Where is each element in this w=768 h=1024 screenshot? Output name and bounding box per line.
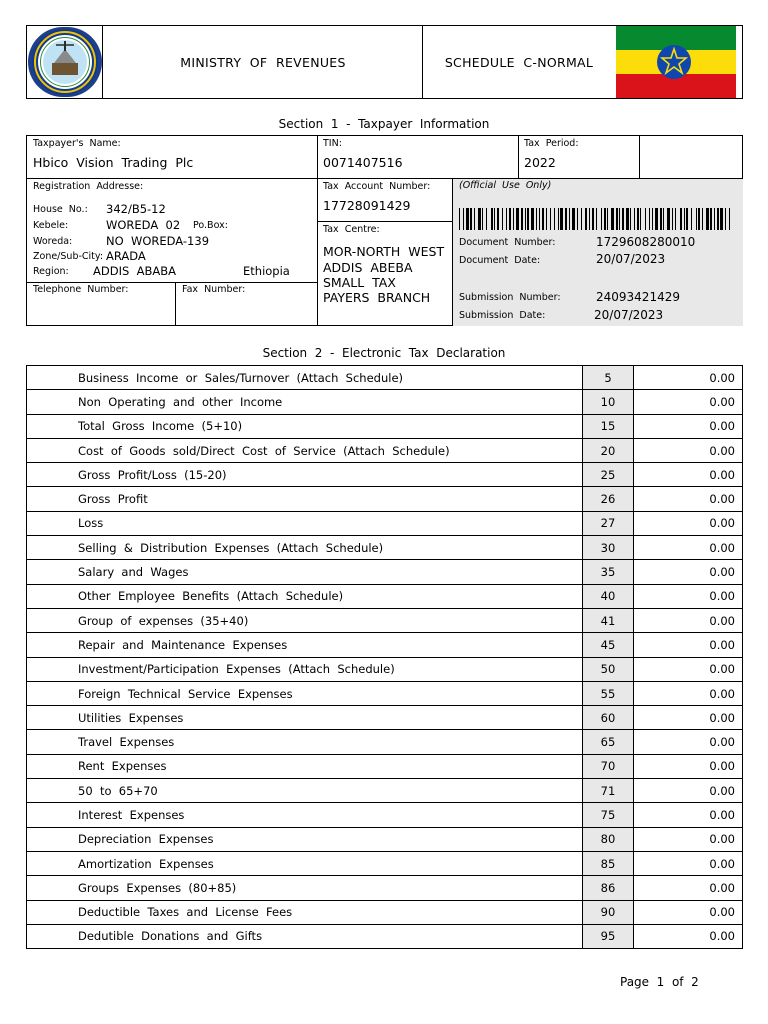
pobox-label: Po.Box:: [193, 220, 228, 231]
barcode-bar: [513, 208, 514, 230]
tax-period-label: Tax Period:: [524, 138, 579, 149]
row-code: 90: [583, 900, 634, 924]
table-row: [27, 584, 743, 608]
taxpayer-name: Hbico Vision Trading Plc: [33, 155, 194, 170]
kebele-value: WOREDA 02: [106, 218, 181, 232]
barcode-bar: [486, 208, 487, 230]
page-number: Page 1 of 2: [620, 975, 699, 989]
woreda-label: Woreda:: [33, 236, 73, 247]
taxpayer-name-label: Taxpayer's Name:: [33, 138, 121, 149]
barcode-bar: [539, 208, 540, 230]
barcode-bar: [667, 208, 670, 230]
barcode-bar: [497, 208, 499, 230]
barcode-bar: [509, 208, 511, 230]
table-row: [27, 706, 743, 730]
barcode-bar: [459, 208, 460, 230]
table-row: [27, 779, 743, 803]
tax-account-label: Tax Account Number:: [323, 181, 431, 192]
row-amount: 0.00: [634, 560, 743, 584]
barcode-bar: [577, 208, 578, 230]
row-amount: 0.00: [634, 536, 743, 560]
row-code: 5: [583, 366, 634, 390]
barcode-bar: [626, 208, 629, 230]
header-box: [26, 25, 743, 99]
region-label: Region:: [33, 266, 69, 277]
barcode-bar: [592, 208, 594, 230]
barcode-bar: [655, 208, 658, 230]
row-amount: 0.00: [634, 438, 743, 462]
table-row: [27, 803, 743, 827]
row-amount: 0.00: [634, 754, 743, 778]
tax-centre-line-3: SMALL TAX: [323, 275, 396, 290]
barcode-bar: [702, 208, 703, 230]
barcode-bar: [581, 208, 582, 230]
barcode-bar: [729, 208, 730, 230]
zone-label: Zone/Sub-City:: [33, 251, 104, 262]
table-row: [27, 560, 743, 584]
barcode-bar: [698, 208, 700, 230]
row-description: Rent Expenses: [27, 754, 583, 778]
barcode-bar: [525, 208, 526, 230]
barcode-bar: [589, 208, 590, 230]
row-code: 60: [583, 706, 634, 730]
row-amount: 0.00: [634, 851, 743, 875]
barcode-bar: [521, 208, 523, 230]
submission-number-label: Submission Number:: [459, 292, 561, 303]
row-code: 20: [583, 438, 634, 462]
tax-centre-line-1: MOR-NORTH WEST: [323, 244, 445, 259]
row-amount: 0.00: [634, 366, 743, 390]
row-description: Total Gross Income (5+10): [27, 414, 583, 438]
barcode-bar: [686, 208, 688, 230]
row-amount: 0.00: [634, 463, 743, 487]
barcode-bar: [616, 208, 618, 230]
row-amount: 0.00: [634, 706, 743, 730]
declaration-table: [26, 365, 743, 949]
submission-date-value: 20/07/2023: [594, 308, 664, 322]
barcode-bar: [710, 208, 712, 230]
row-description: Dedutible Donations and Gifts: [27, 924, 583, 948]
tax-account-value: 17728091429: [323, 198, 411, 213]
row-description: Amortization Expenses: [27, 851, 583, 875]
barcode-bar: [494, 208, 495, 230]
row-code: 80: [583, 827, 634, 851]
row-description: Group of expenses (35+40): [27, 608, 583, 632]
barcode-bar: [720, 208, 723, 230]
official-use-label: (Official Use Only): [459, 180, 552, 191]
barcode-bar: [675, 208, 676, 230]
barcode-bar: [550, 208, 551, 230]
table-row: [27, 390, 743, 414]
section1-title: Section 1 - Taxpayer Information: [278, 117, 490, 131]
submission-number-value: 24093421429: [596, 290, 680, 304]
tin-label: TIN:: [323, 138, 342, 149]
barcode-bar: [717, 208, 719, 230]
barcode-bar: [660, 208, 662, 230]
barcode-bar: [531, 208, 534, 230]
table-row: [27, 463, 743, 487]
barcode-bar: [466, 208, 469, 230]
row-description: Depreciation Expenses: [27, 827, 583, 851]
barcode-bar: [546, 208, 547, 230]
barcode-bar: [714, 208, 715, 230]
row-description: Foreign Technical Service Expenses: [27, 681, 583, 705]
table-row: [27, 608, 743, 632]
ministry-logo: [28, 27, 102, 97]
barcode-bar: [554, 208, 555, 230]
table-row: [27, 876, 743, 900]
row-description: 50 to 65+70: [27, 779, 583, 803]
barcode-bar: [696, 208, 697, 230]
row-description: Gross Profit: [27, 487, 583, 511]
table-row: [27, 487, 743, 511]
barcode-bar: [560, 208, 563, 230]
barcode: [459, 208, 731, 230]
row-code: 71: [583, 779, 634, 803]
table-row: [27, 924, 743, 948]
row-amount: 0.00: [634, 584, 743, 608]
barcode-bar: [649, 208, 650, 230]
tax-centre-line-2: ADDIS ABEBA: [323, 260, 413, 275]
schedule-name: SCHEDULE C-NORMAL: [444, 55, 594, 70]
barcode-bar: [645, 208, 646, 230]
barcode-bar: [634, 208, 635, 230]
barcode-bar: [491, 208, 493, 230]
barcode-bar: [652, 208, 653, 230]
row-description: Deductible Taxes and License Fees: [27, 900, 583, 924]
barcode-bar: [502, 208, 503, 230]
table-row: [27, 681, 743, 705]
barcode-bar: [637, 208, 639, 230]
row-amount: 0.00: [634, 608, 743, 632]
row-code: 27: [583, 511, 634, 535]
row-amount: 0.00: [634, 633, 743, 657]
section2-title: Section 2 - Electronic Tax Declaration: [262, 346, 506, 360]
barcode-bar: [691, 208, 692, 230]
row-amount: 0.00: [634, 900, 743, 924]
barcode-bar: [601, 208, 602, 230]
tin-value: 0071407516: [323, 155, 403, 170]
row-code: 75: [583, 803, 634, 827]
row-amount: 0.00: [634, 803, 743, 827]
row-description: Non Operating and other Income: [27, 390, 583, 414]
table-row: [27, 851, 743, 875]
barcode-bar: [478, 208, 481, 230]
barcode-bar: [607, 208, 608, 230]
barcode-bar: [565, 208, 567, 230]
row-description: Investment/Participation Expenses (Attach Schedule): [27, 657, 583, 681]
row-amount: 0.00: [634, 681, 743, 705]
barcode-bar: [640, 208, 641, 230]
tax-centre-line-4: PAYERS BRANCH: [323, 290, 431, 305]
barcode-bar: [596, 208, 597, 230]
table-row: [27, 633, 743, 657]
house-value: 342/B5-12: [106, 202, 166, 216]
barcode-bar: [680, 208, 682, 230]
barcode-bar: [516, 208, 519, 230]
row-description: Travel Expenses: [27, 730, 583, 754]
barcode-bar: [611, 208, 614, 230]
table-row: [27, 827, 743, 851]
tax-centre-label: Tax Centre:: [323, 224, 380, 235]
barcode-bar: [482, 208, 483, 230]
row-code: 40: [583, 584, 634, 608]
row-amount: 0.00: [634, 414, 743, 438]
row-code: 25: [583, 463, 634, 487]
row-code: 86: [583, 876, 634, 900]
row-description: Gross Profit/Loss (15-20): [27, 463, 583, 487]
table-row: [27, 730, 743, 754]
barcode-bar: [572, 208, 575, 230]
barcode-bar: [604, 208, 606, 230]
row-code: 41: [583, 608, 634, 632]
barcode-bar: [506, 208, 507, 230]
kebele-label: Kebele:: [33, 220, 69, 231]
row-code: 85: [583, 851, 634, 875]
row-code: 55: [583, 681, 634, 705]
barcode-bar: [725, 208, 726, 230]
table-row: [27, 536, 743, 560]
row-amount: 0.00: [634, 779, 743, 803]
barcode-bar: [706, 208, 709, 230]
row-description: Selling & Distribution Expenses (Attach Schedule): [27, 536, 583, 560]
telephone-label: Telephone Number:: [33, 284, 129, 295]
row-code: 26: [583, 487, 634, 511]
row-code: 45: [583, 633, 634, 657]
row-amount: 0.00: [634, 827, 743, 851]
house-label: House No.:: [33, 204, 88, 215]
barcode-bar: [463, 208, 464, 230]
taxpayer-info-box: [26, 135, 743, 326]
table-row: [27, 414, 743, 438]
barcode-bar: [619, 208, 620, 230]
table-row: [27, 754, 743, 778]
barcode-bar: [542, 208, 544, 230]
zone-value: ARADA: [106, 249, 146, 263]
barcode-bar: [622, 208, 624, 230]
row-description: Business Income or Sales/Turnover (Attach Schedule): [27, 366, 583, 390]
table-row: [27, 511, 743, 535]
row-amount: 0.00: [634, 924, 743, 948]
row-amount: 0.00: [634, 390, 743, 414]
table-row: [27, 366, 743, 390]
row-code: 10: [583, 390, 634, 414]
row-description: Groups Expenses (80+85): [27, 876, 583, 900]
row-description: Other Employee Benefits (Attach Schedule): [27, 584, 583, 608]
ministry-seal-icon: [28, 27, 102, 97]
table-row: [27, 657, 743, 681]
barcode-bar: [630, 208, 631, 230]
row-description: Loss: [27, 511, 583, 535]
row-code: 35: [583, 560, 634, 584]
row-description: Utilities Expenses: [27, 706, 583, 730]
row-amount: 0.00: [634, 876, 743, 900]
doc-date-value: 20/07/2023: [596, 252, 666, 266]
row-amount: 0.00: [634, 511, 743, 535]
row-amount: 0.00: [634, 487, 743, 511]
row-code: 50: [583, 657, 634, 681]
doc-number-label: Document Number:: [459, 237, 556, 248]
submission-date-label: Submission Date:: [459, 310, 546, 321]
ministry-name: MINISTRY OF REVENUES: [180, 55, 346, 70]
country-value: Ethiopia: [243, 264, 290, 278]
row-description: Salary and Wages: [27, 560, 583, 584]
barcode-bar: [684, 208, 685, 230]
row-code: 65: [583, 730, 634, 754]
table-row: [27, 900, 743, 924]
row-amount: 0.00: [634, 730, 743, 754]
row-description: Repair and Maintenance Expenses: [27, 633, 583, 657]
barcode-bar: [569, 208, 570, 230]
doc-date-label: Document Date:: [459, 255, 541, 266]
ethiopia-flag: [616, 26, 736, 98]
woreda-value: NO WOREDA-139: [106, 234, 210, 248]
barcode-bar: [527, 208, 529, 230]
barcode-icon: [459, 208, 731, 230]
barcode-bar: [585, 208, 587, 230]
tax-period-value: 2022: [524, 155, 556, 170]
row-description: Interest Expenses: [27, 803, 583, 827]
barcode-bar: [558, 208, 559, 230]
reg-address-label: Registration Addresse:: [33, 181, 144, 192]
row-code: 30: [583, 536, 634, 560]
row-code: 15: [583, 414, 634, 438]
region-value: ADDIS ABABA: [93, 264, 176, 278]
fax-label: Fax Number:: [182, 284, 246, 295]
row-amount: 0.00: [634, 657, 743, 681]
barcode-bar: [672, 208, 673, 230]
barcode-bar: [470, 208, 472, 230]
row-code: 95: [583, 924, 634, 948]
row-code: 70: [583, 754, 634, 778]
flag-icon: [616, 26, 736, 98]
doc-number-value: 1729608280010: [596, 235, 696, 249]
table-row: [27, 438, 743, 462]
barcode-bar: [474, 208, 475, 230]
barcode-bar: [663, 208, 664, 230]
barcode-bar: [536, 208, 537, 230]
row-description: Cost of Goods sold/Direct Cost of Service (Attach Schedule): [27, 438, 583, 462]
